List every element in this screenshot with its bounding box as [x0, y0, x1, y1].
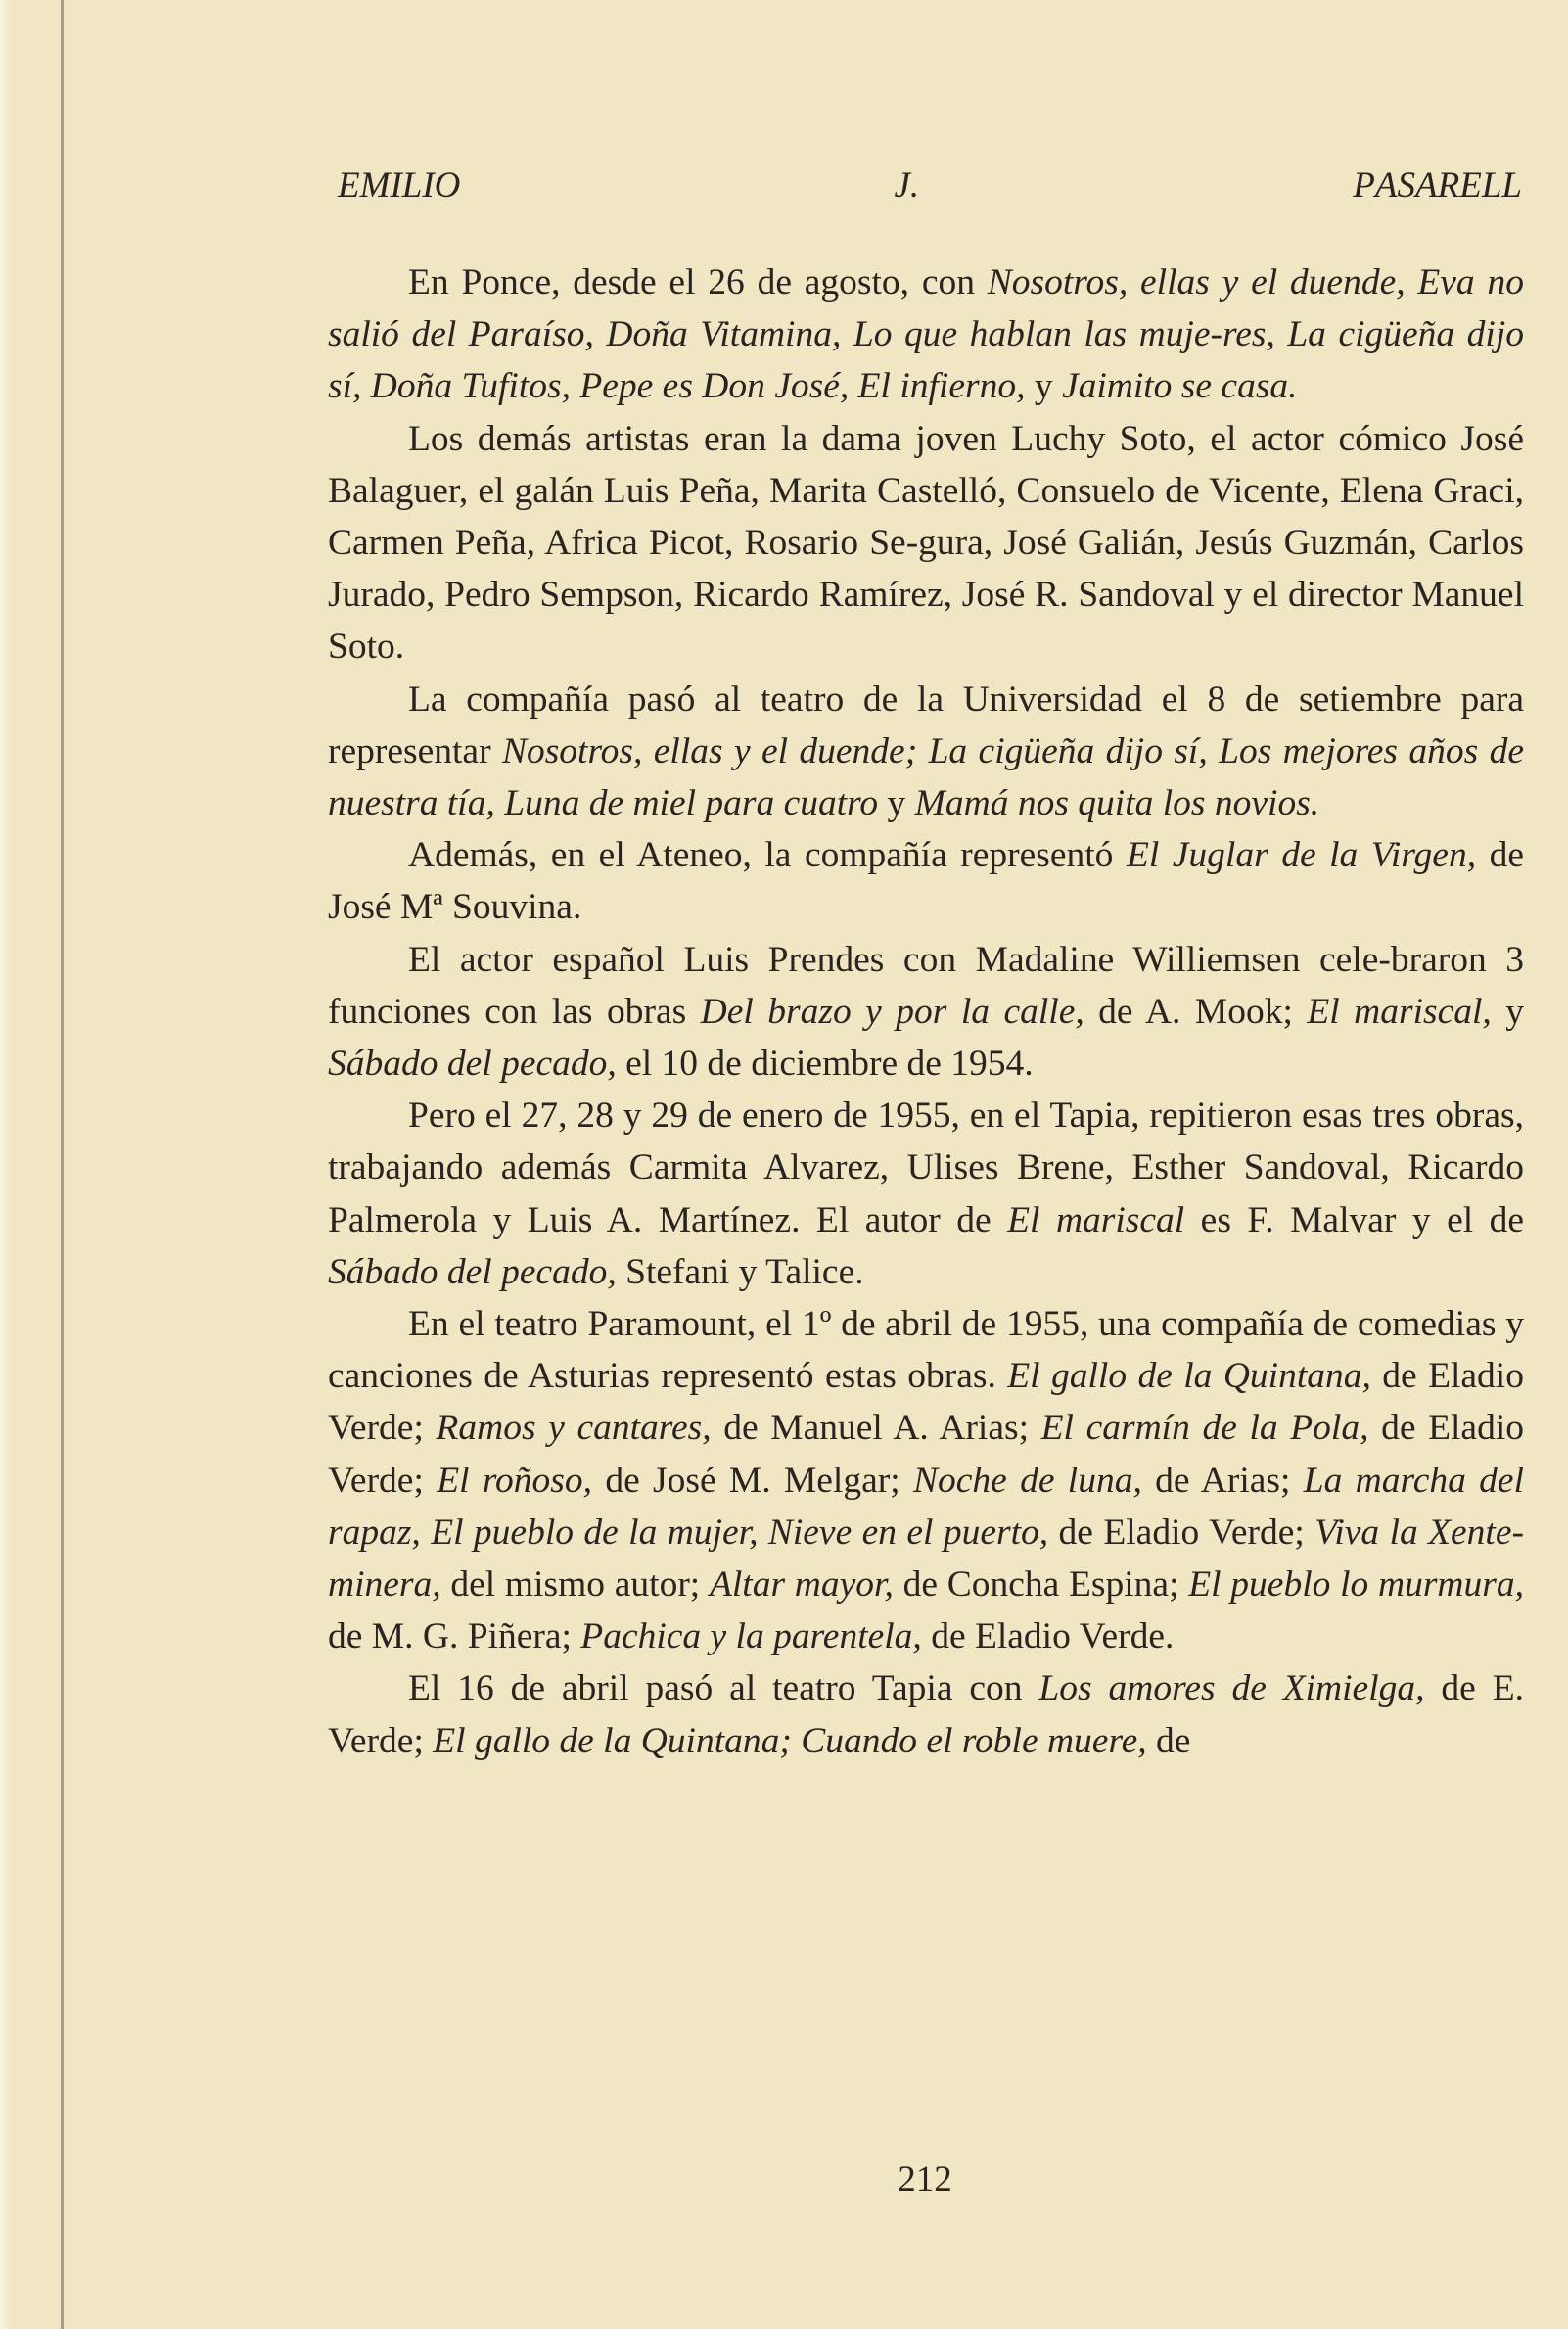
paragraph: [328, 256, 1524, 413]
italic-title: El pueblo lo murmura,: [1188, 1564, 1524, 1606]
text-run: Pero el 27, 28 y 29 de enero de 1955, en el Tapia, repitieron esas tres obras, trabajando además Carmita Alvarez, Ulises Brene, Esther Sandoval, Ricardo Palmerola y Luis A. Martínez. El autor de: [328, 1095, 1524, 1240]
italic-title: El mariscal,: [1307, 991, 1492, 1032]
italic-title: La marcha del rapaz, El pueblo de la mujer, Nieve en el puerto,: [328, 1460, 1524, 1553]
text-run: El actor español Luis Prendes con Madaline Williemsen cele-braron 3 funciones con las obras: [328, 939, 1524, 1032]
paragraph: [328, 1090, 1524, 1298]
text-run: de Eladio Verde;: [1048, 1512, 1315, 1553]
italic-title: El gallo de la Quintana; Cuando el roble muere,: [433, 1720, 1147, 1761]
text-run: de José Mª Souvina.: [328, 835, 1524, 928]
text-run: Además, en el Ateneo, la compañía representó: [408, 835, 1127, 876]
header-letter: L: [401, 165, 423, 206]
page-number: 212: [898, 2160, 952, 2200]
italic-title: El gallo de la Quintana,: [1007, 1356, 1371, 1397]
header-last-name: [1353, 164, 1522, 207]
italic-title: Mamá nos quita los novios.: [914, 783, 1320, 824]
header-letter: R: [1437, 165, 1460, 206]
header-letter: P: [1353, 165, 1375, 206]
italic-title: El mariscal: [1007, 1199, 1185, 1240]
italic-title: Viva la Xente-minera,: [328, 1512, 1524, 1606]
header-letter: L: [1481, 165, 1502, 206]
italic-title: Sábado del pecado,: [328, 1251, 617, 1292]
paragraph: [328, 829, 1524, 933]
header-letter: L: [1501, 165, 1522, 206]
text-run: de Concha Espina;: [893, 1564, 1189, 1606]
header-letter: I: [422, 165, 435, 206]
header-letter: O: [434, 165, 461, 206]
italic-title: Pachica y la parentela,: [580, 1616, 922, 1657]
running-header: [338, 164, 1522, 207]
text-run: de: [1146, 1720, 1191, 1761]
italic-title: Altar mayor,: [709, 1564, 894, 1606]
italic-title: Jaimito se casa.: [1061, 366, 1298, 407]
header-letter: S: [1397, 165, 1415, 206]
text-run: el 10 de diciembre de 1954.: [616, 1044, 1034, 1085]
text-run: de M. G. Piñera;: [328, 1616, 581, 1657]
text-run: El 16 de abril pasó al teatro Tapia con: [408, 1668, 1039, 1709]
binding-shadow-line: [61, 0, 64, 2329]
body-text: [328, 256, 1524, 1767]
text-run: Los demás artistas eran la dama joven Luchy Soto, el actor cómico José Balaguer, el galán Luis Peña, Marita Castelló, Consuelo de Vicente, Elena Graci, Carmen Peña, Africa Picot, Rosario Se-gura, José Galián, Jesús Guzmán, Carlos Jurado, Pedro Sempson, Ricardo Ramírez, José R. Sandoval y el director Manuel Soto.: [328, 418, 1524, 668]
text-run: En el teatro Paramount, el 1º de abril de 1955, una compañía de comedias y canciones de Asturias representó estas obras.: [328, 1304, 1524, 1397]
paragraph: [328, 1662, 1524, 1766]
text-run: La compañía pasó al teatro de la Universidad el 8 de setiembre para representar: [328, 678, 1524, 771]
italic-title: Los amores de Ximielga,: [1038, 1668, 1425, 1709]
italic-title: Nosotros, ellas y el duende; La cigüeña dijo sí, Los mejores años de nuestra tía, Luna de miel para cuatro: [328, 730, 1524, 824]
text-run: En Ponce, desde el 26 de agosto, con: [408, 262, 988, 303]
italic-title: El Juglar de la Virgen,: [1126, 835, 1477, 876]
italic-title: Del brazo y por la calle,: [700, 991, 1084, 1032]
text-run: del mismo autor;: [440, 1564, 710, 1606]
text-run: de Arias;: [1141, 1460, 1304, 1501]
paragraph: [328, 413, 1524, 674]
text-run: y: [878, 783, 915, 824]
italic-title: Sábado del pecado,: [328, 1044, 617, 1085]
text-run: de Eladio Verde.: [921, 1616, 1175, 1657]
paragraph: [328, 674, 1524, 830]
text-run: es F. Malvar y el de: [1184, 1199, 1525, 1240]
header-initial: J.: [894, 165, 920, 206]
text-run: de E. Verde;: [328, 1668, 1524, 1761]
text-run: de Eladio Verde;: [328, 1356, 1524, 1449]
italic-title: Nosotros, ellas y el duende, Eva no salió del Paraíso, Doña Vitamina, Lo que hablan las muje-res, La cigüeña dijo sí, Doña Tufitos, Pepe es Don José, El infierno,: [328, 262, 1524, 407]
header-first-name: [338, 164, 460, 207]
header-letter: E: [338, 165, 360, 206]
header-letter: M: [359, 165, 391, 206]
text-run: y: [1491, 991, 1524, 1032]
paragraph: [328, 934, 1524, 1091]
italic-title: El carmín de la Pola,: [1040, 1408, 1369, 1449]
paragraph: [328, 1298, 1524, 1662]
text-run: y: [1025, 366, 1062, 407]
text-run: de Eladio Verde;: [328, 1408, 1524, 1501]
text-run: de Manuel A. Arias;: [711, 1408, 1041, 1449]
text-run: de A. Mook;: [1084, 991, 1308, 1032]
italic-title: El roñoso,: [437, 1460, 592, 1501]
header-letter: A: [1374, 165, 1398, 206]
page-edge: [0, 0, 12, 2329]
header-letter: E: [1459, 165, 1482, 206]
header-letter: A: [1415, 165, 1438, 206]
italic-title: Noche de luna,: [912, 1460, 1142, 1501]
text-run: Stefani y Talice.: [616, 1251, 864, 1292]
italic-title: Ramos y cantares,: [436, 1408, 712, 1449]
text-run: de José M. Melgar;: [592, 1460, 913, 1501]
header-letter: I: [390, 165, 402, 206]
